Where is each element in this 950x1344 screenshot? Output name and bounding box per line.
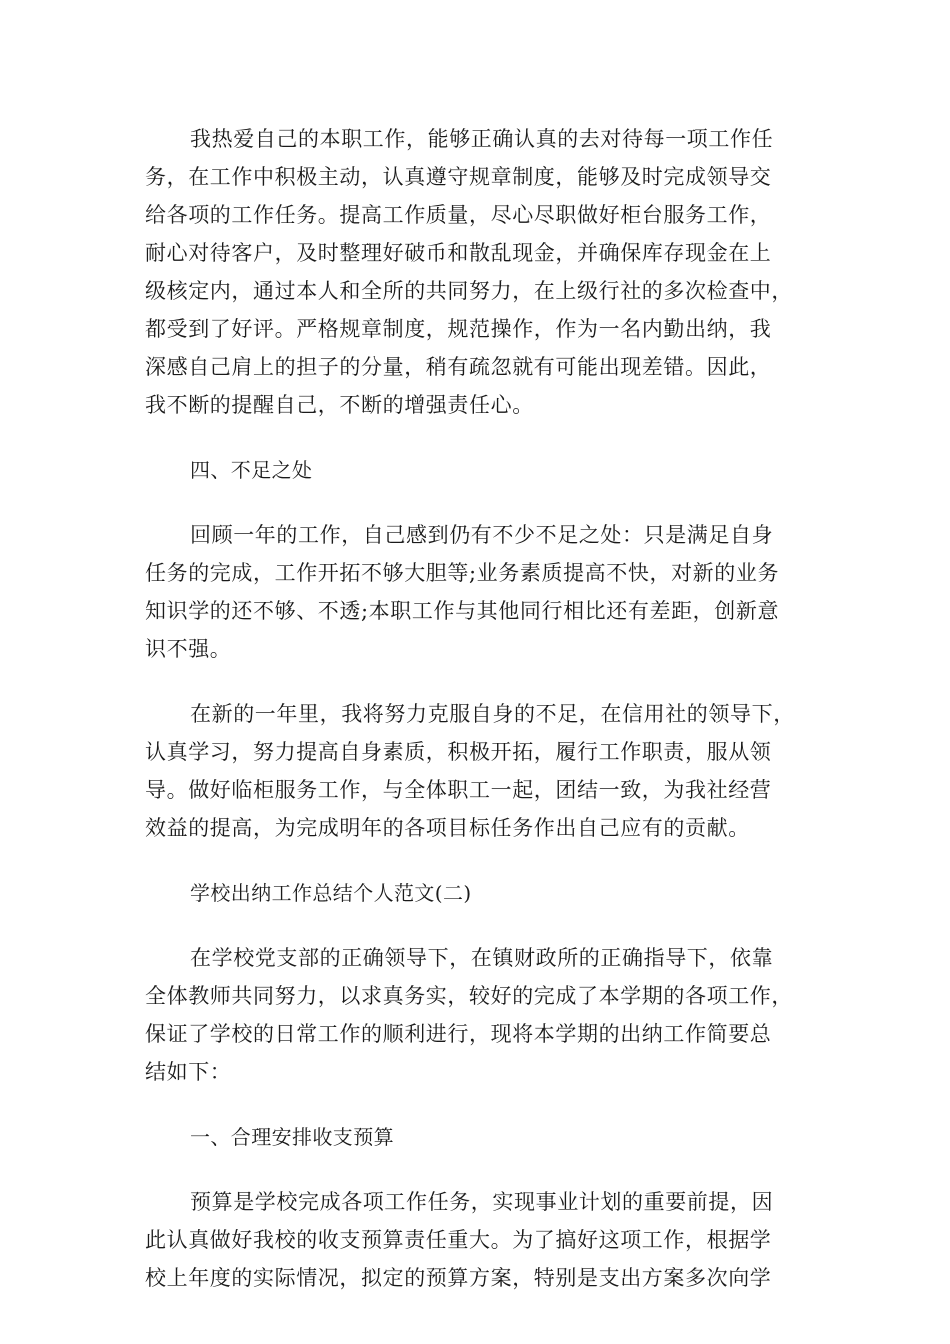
paragraph-gap	[145, 1156, 815, 1183]
text-line: 给各项的工作任务。提高工作质量，尽心尽职做好柜台服务工作，	[145, 203, 772, 227]
text-line: 结如下：	[145, 1060, 232, 1084]
text-line: 导。做好临柜服务工作，与全体职工一起，团结一致，为我社经营	[145, 778, 772, 802]
text-line: 耐心对待客户，及时整理好破币和散乱现金，并确保库存现金在上	[145, 241, 772, 265]
paragraph-gap	[145, 424, 815, 451]
text-line: 回顾一年的工作，自己感到仍有不少不足之处：只是满足自身	[190, 523, 774, 547]
section-heading	[145, 1118, 815, 1156]
text-line: 深感自己肩上的担子的分量，稍有疏忽就有可能出现差错。因此，	[145, 355, 772, 379]
text-line: 校上年度的实际情况，拟定的预算方案，特别是支出方案多次向学	[145, 1266, 772, 1290]
text-line: 保证了学校的日常工作的顺利进行，现将本学期的出纳工作简要总	[145, 1022, 772, 1046]
paragraph-gap	[145, 912, 815, 939]
body-paragraph	[145, 120, 815, 424]
paragraph-gap	[145, 668, 815, 695]
text-line: 识不强。	[145, 637, 232, 661]
body-paragraph	[145, 939, 815, 1091]
text-line: 都受到了好评。严格规章制度，规范操作，作为一名内勤出纳，我	[145, 317, 772, 341]
heading-text: 学校出纳工作总结个人范文(二)	[190, 881, 472, 905]
text-line: 知识学的还不够、不透;本职工作与其他同行相比还有差距，创新意	[145, 599, 780, 623]
text-line: 全体教师共同努力，以求真务实，较好的完成了本学期的各项工作，	[145, 984, 793, 1008]
text-line: 任务的完成，工作开拓不够大胆等;业务素质提高不快，对新的业务	[145, 561, 780, 585]
text-line: 效益的提高，为完成明年的各项目标任务作出自己应有的贡献。	[145, 816, 750, 840]
text-line: 务，在工作中积极主动，认真遵守规章制度，能够及时完成领导交	[145, 165, 772, 189]
text-line: 认真学习，努力提高自身素质，积极开拓，履行工作职责，服从领	[145, 740, 772, 764]
heading-text: 四、不足之处	[190, 458, 313, 482]
paragraph-gap	[145, 489, 815, 516]
document-page	[145, 120, 815, 1297]
text-line: 预算是学校完成各项工作任务，实现事业计划的重要前提，因	[190, 1190, 774, 1214]
text-line: 我不断的提醒自己，不断的增强责任心。	[145, 393, 534, 417]
paragraph-gap	[145, 847, 815, 874]
heading-text: 一、合理安排收支预算	[190, 1125, 394, 1149]
section-heading	[145, 451, 815, 489]
text-line: 我热爱自己的本职工作，能够正确认真的去对待每一项工作任	[190, 127, 774, 151]
body-paragraph	[145, 516, 815, 668]
body-paragraph	[145, 1183, 815, 1297]
text-line: 在新的一年里，我将努力克服自身的不足，在信用社的领导下，	[190, 702, 795, 726]
text-line: 级核定内，通过本人和全所的共同努力，在上级行社的多次检查中，	[145, 279, 793, 303]
body-paragraph	[145, 695, 815, 847]
text-line: 在学校党支部的正确领导下，在镇财政所的正确指导下，依靠	[190, 946, 774, 970]
text-line: 此认真做好我校的收支预算责任重大。为了搞好这项工作，根据学	[145, 1228, 772, 1252]
section-heading	[145, 874, 815, 912]
paragraph-gap	[145, 1091, 815, 1118]
